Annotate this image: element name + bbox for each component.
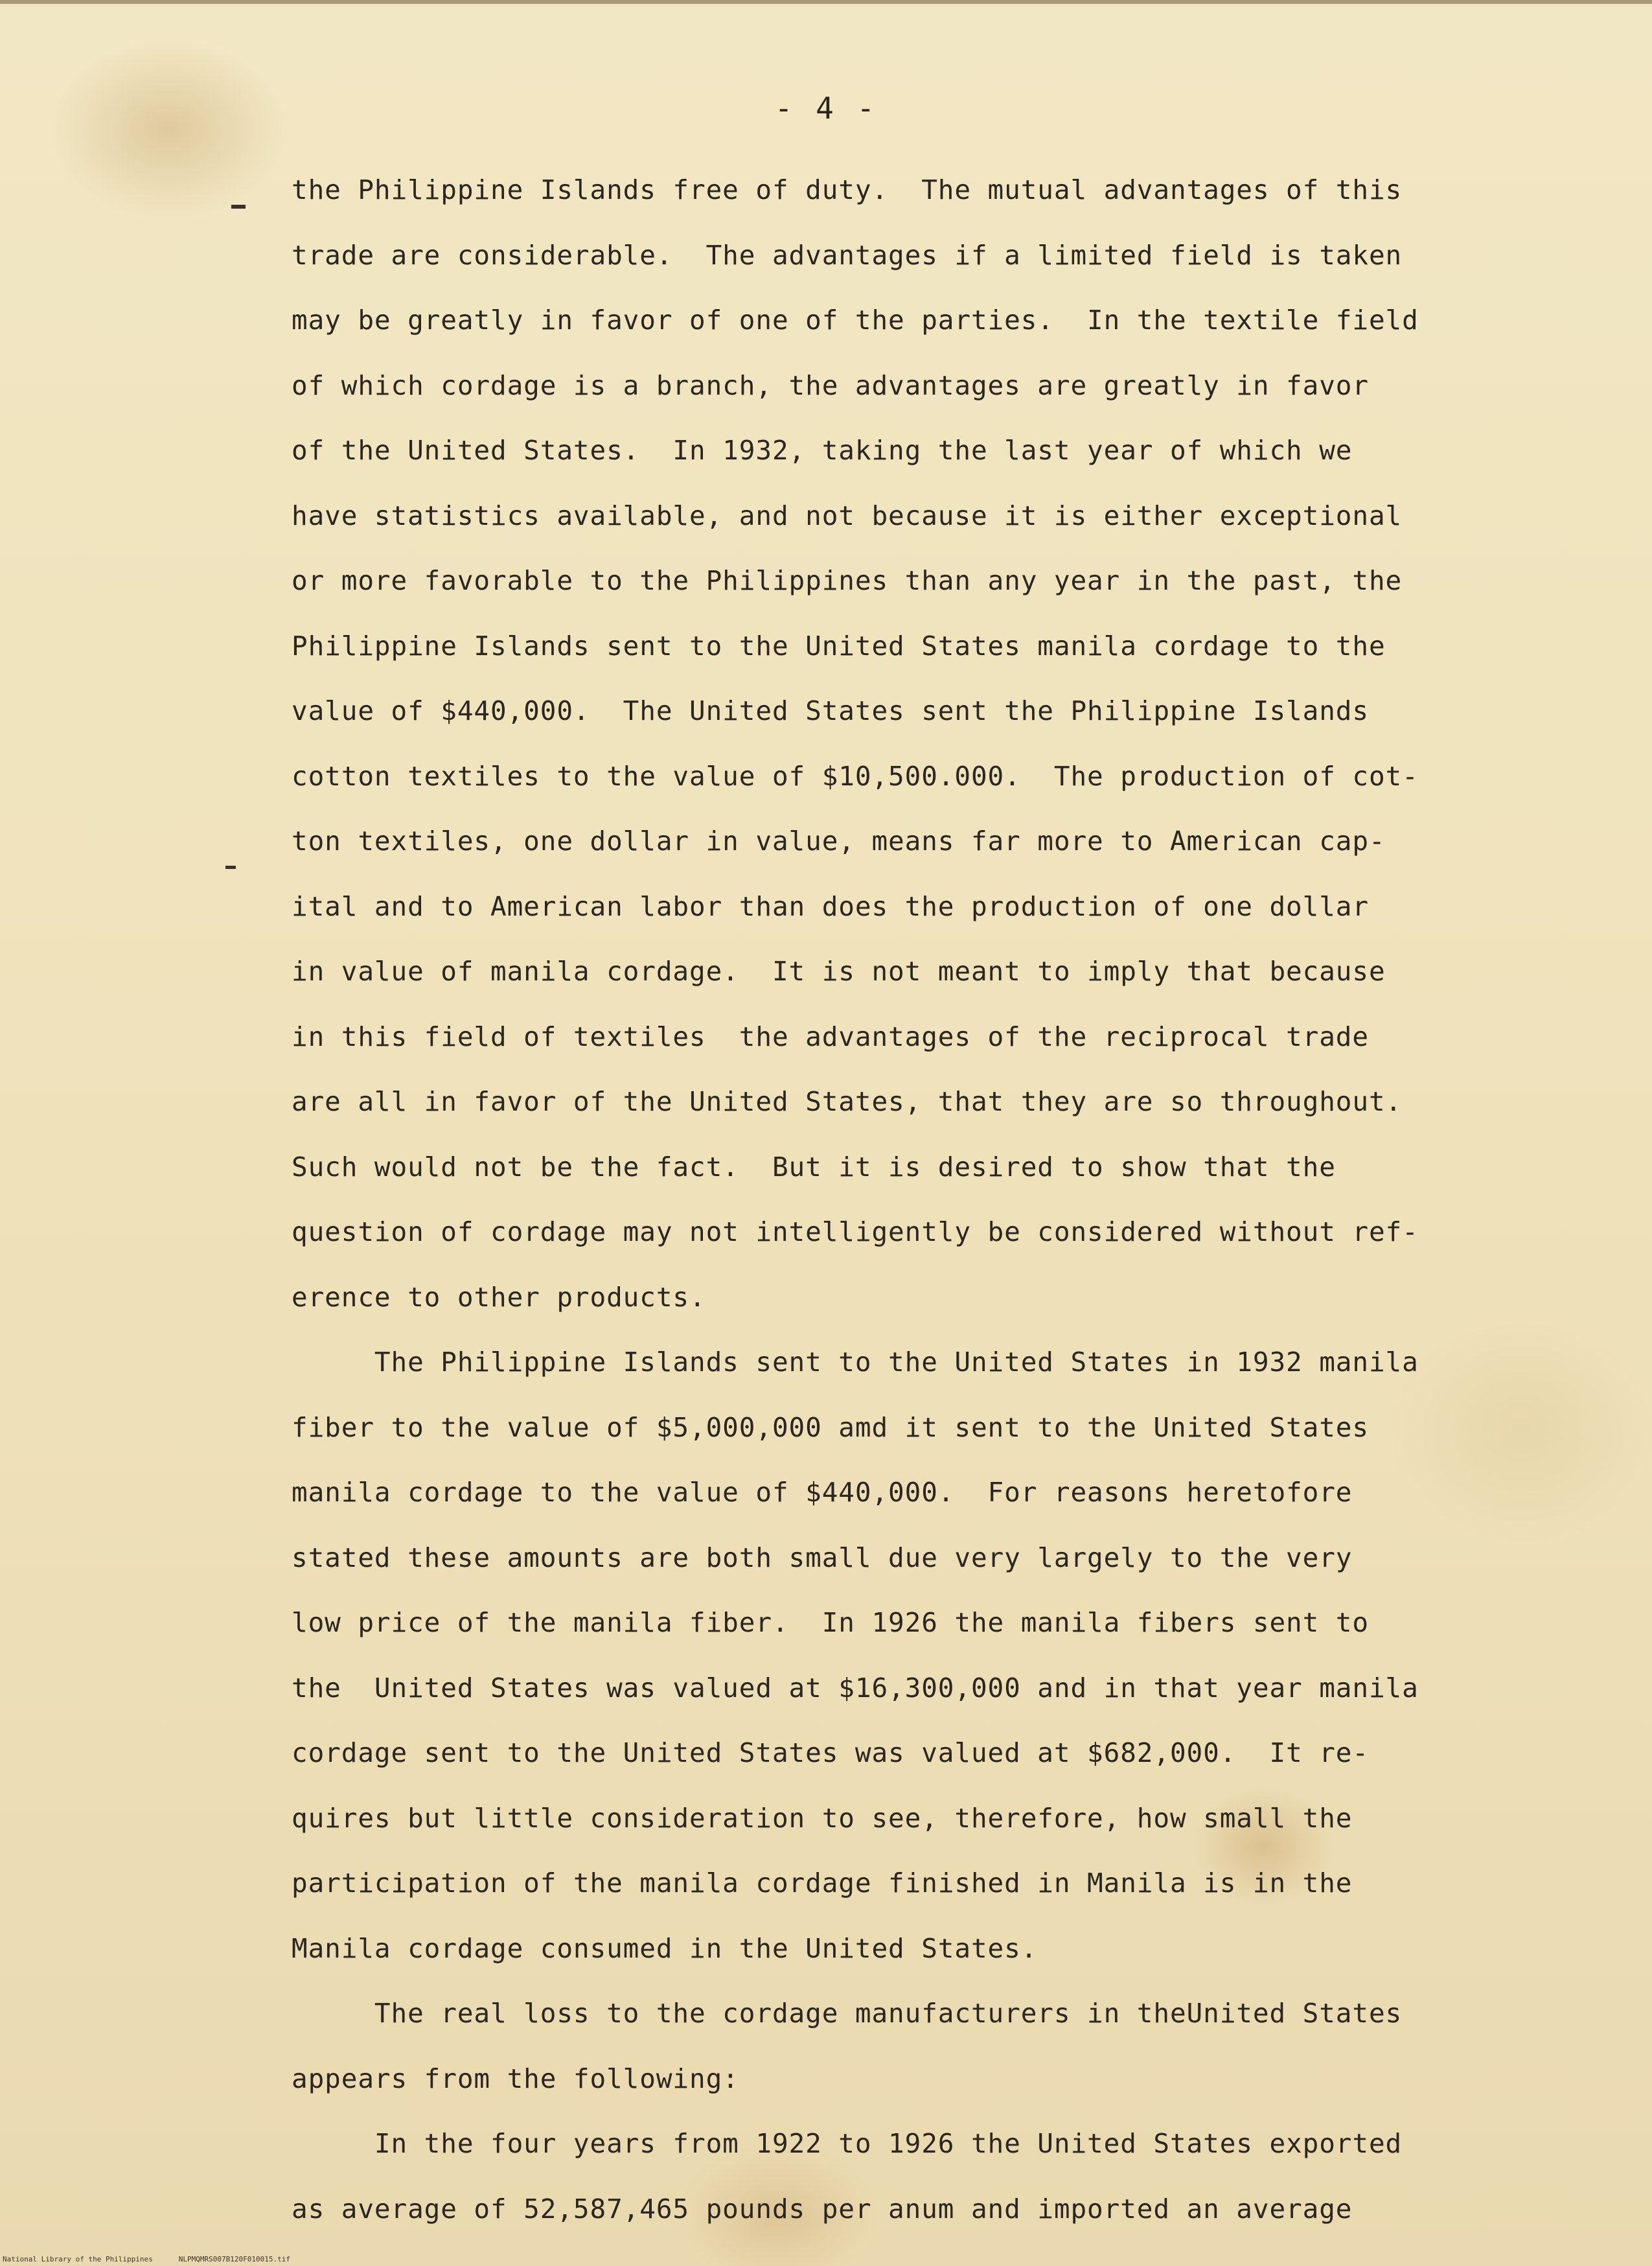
page-number: - 4 -	[774, 91, 878, 126]
text-line: or more favorable to the Philippines than any year in the past, the	[292, 565, 1403, 596]
text-line: of which cordage is a branch, the advantages are greatly in favor	[292, 369, 1369, 401]
margin-mark	[225, 866, 236, 869]
text-line: cordage sent to the United States was valued at $682,000. It re-	[292, 1737, 1369, 1768]
text-line: as average of 52,587,465 pounds per anum and imported an average	[292, 2193, 1353, 2225]
text-line: are all in favor of the United States, that they are so throughout.	[292, 1086, 1403, 1117]
text-line: fiber to the value of $5,000,000 amd it sent to the United States	[292, 1411, 1369, 1443]
text-line: ton textiles, one dollar in value, means far more to American cap-	[292, 826, 1386, 857]
text-line: appears from the following:	[292, 2063, 739, 2094]
footer-library: National Library of the Philippines	[3, 2255, 153, 2263]
text-line: ital and to American labor than does the production of one dollar	[292, 890, 1369, 922]
text-line: cotton textiles to the value of $10,500.000. The production of cot-	[292, 760, 1419, 792]
text-line: the Philippine Islands free of duty. The mutual advantages of this	[292, 174, 1403, 205]
text-line: the United States was valued at $16,300,000 and in that year manila	[292, 1672, 1419, 1704]
text-line: may be greatly in favor of one of the parties. In the textile field	[292, 305, 1419, 336]
text-line: trade are considerable. The advantages if a limited field is taken	[292, 239, 1403, 271]
text-line: The Philippine Islands sent to the United States in 1932 manila	[292, 1347, 1419, 1378]
text-line: erence to other products.	[292, 1281, 706, 1313]
text-line: question of cordage may not intelligently be considered without ref-	[292, 1216, 1419, 1247]
text-line: In the four years from 1922 to 1926 the United States exported	[292, 2128, 1403, 2159]
text-line: Philippine Islands sent to the United States manila cordage to the	[292, 630, 1386, 662]
scan-footer	[3, 2255, 316, 2263]
page-top-edge	[0, 0, 1652, 4]
text-line: value of $440,000. The United States sent the Philippine Islands	[292, 695, 1369, 726]
text-line: Manila cordage consumed in the United States.	[292, 1932, 1038, 1964]
text-line: have statistics available, and not because it is either exceptional	[292, 500, 1403, 531]
text-line: The real loss to the cordage manufacturers in theUnited States	[292, 1998, 1403, 2029]
text-line: manila cordage to the value of $440,000. For reasons heretofore	[292, 1477, 1353, 1508]
text-line: in this field of textiles the advantages of the reciprocal trade	[292, 1021, 1369, 1052]
margin-mark	[231, 205, 246, 209]
text-line: in value of manila cordage. It is not meant to imply that because	[292, 956, 1386, 987]
text-line: Such would not be the fact. But it is desired to show that the	[292, 1151, 1336, 1183]
text-line: low price of the manila fiber. In 1926 the manila fibers sent to	[292, 1607, 1369, 1638]
footer-filename: NLPMQMRS007B120F010015.tif	[178, 2255, 290, 2263]
text-line: stated these amounts are both small due very largely to the very	[292, 1542, 1353, 1573]
typed-body-text	[292, 170, 1445, 2254]
text-line: quires but little consideration to see, therefore, how small the	[292, 1802, 1353, 1834]
text-line: participation of the manila cordage finished in Manila is in the	[292, 1867, 1353, 1899]
text-line: of the United States. In 1932, taking the last year of which we	[292, 435, 1353, 466]
